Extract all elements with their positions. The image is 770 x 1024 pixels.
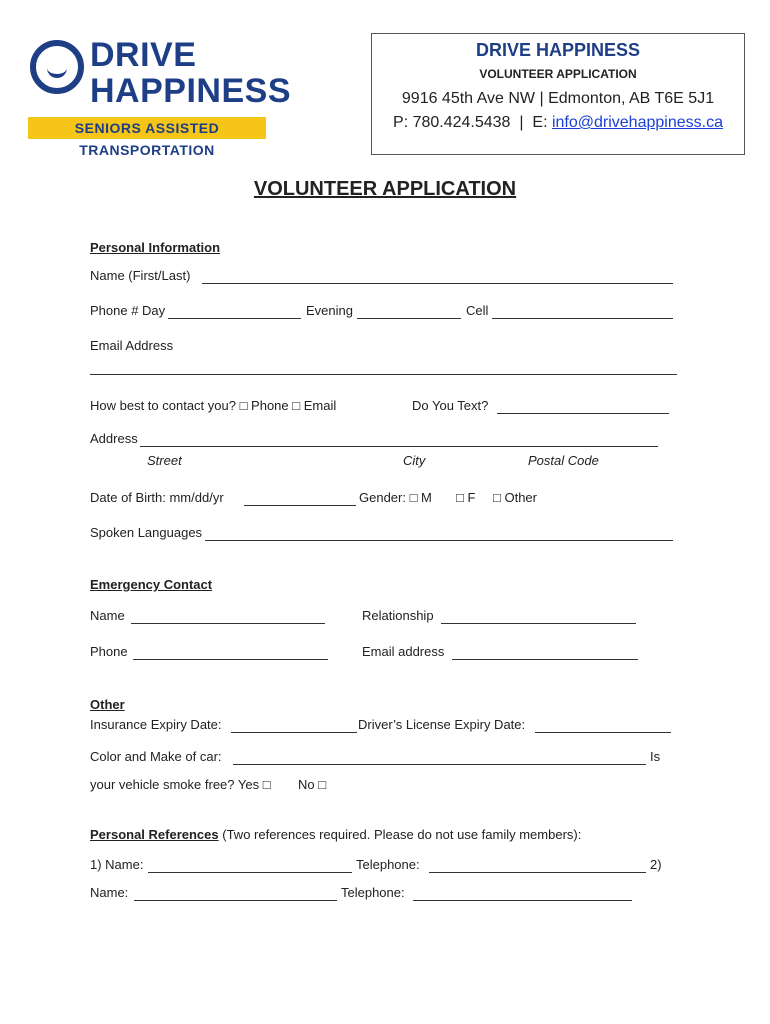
- address-label: Address: [90, 431, 138, 446]
- header-phone: P: 780.424.5438 | E:: [393, 114, 552, 131]
- city-caption: City: [403, 453, 426, 468]
- name-field[interactable]: [202, 283, 673, 284]
- phone-day-field[interactable]: [168, 318, 301, 319]
- ref2-name-label: Name:: [90, 885, 129, 900]
- smoke-is-text: Is: [650, 749, 661, 764]
- ref2-tel-field[interactable]: [413, 900, 632, 901]
- text-question-label: Do You Text?: [412, 398, 489, 413]
- cell-field[interactable]: [492, 318, 673, 319]
- header-address: 9916 45th Ave NW | Edmonton, AB T6E 5J1: [401, 90, 715, 107]
- references-note: (Two references required. Please do not use family members):: [222, 827, 582, 842]
- other-heading: Other: [90, 697, 125, 712]
- address-field[interactable]: [140, 446, 658, 447]
- header-org: DRIVE HAPPINESS: [475, 40, 641, 60]
- insurance-label: Insurance Expiry Date:: [90, 717, 222, 732]
- car-label: Color and Make of car:: [90, 749, 222, 764]
- dob-label: Date of Birth: mm/dd/yr: [90, 490, 224, 505]
- emergency-email-field[interactable]: [452, 659, 638, 660]
- dob-field[interactable]: [244, 505, 356, 506]
- logo-line-2: HAPPINESS: [90, 72, 291, 110]
- emergency-name-label: Name: [90, 608, 125, 623]
- license-label: Driver’s License Expiry Date:: [358, 717, 526, 732]
- personal-heading: Personal Information: [90, 240, 221, 255]
- email-field[interactable]: [90, 374, 677, 375]
- header-email-link[interactable]: info@drivehappiness.ca: [551, 114, 723, 131]
- ref2-name-field[interactable]: [134, 900, 337, 901]
- text-question-field[interactable]: [497, 413, 669, 414]
- references-heading: Personal References: [90, 827, 219, 842]
- gender-f-option[interactable]: □ F: [456, 490, 476, 505]
- ref1-name-field[interactable]: [148, 872, 352, 873]
- contact-method-question[interactable]: How best to contact you? □ Phone □ Email: [90, 398, 337, 413]
- header-sub: VOLUNTEER APPLICATION: [479, 67, 637, 81]
- phone-day-label: Phone # Day: [90, 303, 166, 318]
- smoke-free-no-option[interactable]: No □: [298, 777, 327, 792]
- emergency-name-field[interactable]: [131, 623, 325, 624]
- smoke-free-yes-option[interactable]: your vehicle smoke free? Yes □: [90, 777, 271, 792]
- logo-tagline: SENIORS ASSISTED TRANSPORTATION: [28, 117, 266, 139]
- references-heading-row: [90, 827, 581, 842]
- page-title: VOLUNTEER APPLICATION: [253, 178, 517, 200]
- ref1-name-label: 1) Name:: [90, 857, 144, 872]
- ref1-tel-field[interactable]: [429, 872, 646, 873]
- languages-field[interactable]: [205, 540, 673, 541]
- ref2-tel-label: Telephone:: [341, 885, 405, 900]
- relationship-label: Relationship: [362, 608, 434, 623]
- emergency-phone-label: Phone: [90, 644, 128, 659]
- emergency-phone-field[interactable]: [133, 659, 328, 660]
- languages-label: Spoken Languages: [90, 525, 203, 540]
- name-label: Name (First/Last): [90, 268, 191, 283]
- insurance-field[interactable]: [231, 732, 357, 733]
- evening-field[interactable]: [357, 318, 461, 319]
- header-contact-box: [371, 33, 745, 155]
- evening-label: Evening: [306, 303, 353, 318]
- ref1-tel-label: Telephone:: [356, 857, 420, 872]
- ref2-number: 2): [650, 857, 662, 872]
- cell-label: Cell: [466, 303, 489, 318]
- emergency-email-label: Email address: [362, 644, 445, 659]
- street-caption: Street: [147, 453, 182, 468]
- header-phone-email: [372, 114, 744, 132]
- gender-m-option[interactable]: Gender: □ M: [359, 490, 432, 505]
- license-field[interactable]: [535, 732, 671, 733]
- emergency-heading: Emergency Contact: [90, 577, 213, 592]
- relationship-field[interactable]: [441, 623, 636, 624]
- postal-caption: Postal Code: [528, 453, 599, 468]
- email-label: Email Address: [90, 338, 174, 353]
- gender-other-option[interactable]: □ Other: [493, 490, 537, 505]
- logo-line-1: DRIVE: [90, 36, 197, 74]
- car-field[interactable]: [233, 764, 646, 765]
